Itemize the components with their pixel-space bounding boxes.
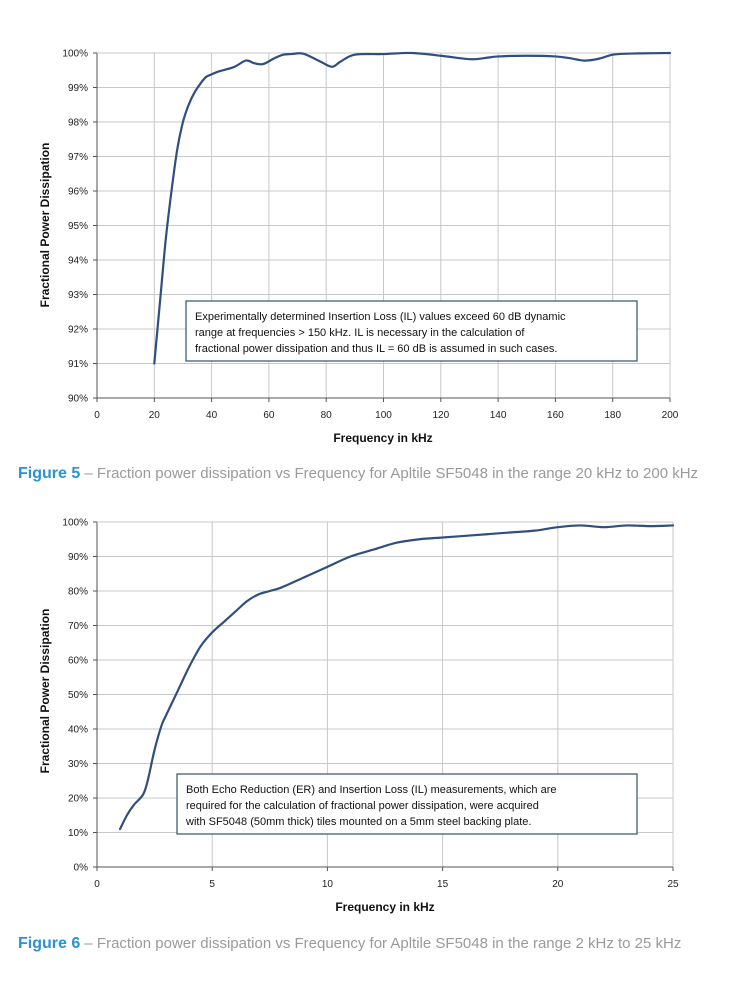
chart-figure-6 xyxy=(0,508,747,928)
x-tick-label: 5 xyxy=(209,879,215,890)
annotation-line-2: required for the calculation of fractional power dissipation, were acquired xyxy=(186,800,539,812)
y-tick-label: 50% xyxy=(67,690,88,701)
x-tick-label: 0 xyxy=(94,410,100,421)
y-tick-label: 93% xyxy=(67,290,88,301)
y-tick-label: 20% xyxy=(67,793,88,805)
y-tick-label: 30% xyxy=(67,759,88,770)
y-axis-label: Fractional Power Dissipation xyxy=(38,608,52,774)
y-tick-label: 10% xyxy=(67,828,88,839)
y-tick-label: 98% xyxy=(67,117,88,129)
x-tick-label: 60 xyxy=(263,410,275,421)
figure-6-text: – Fraction power dissipation vs Frequency for Apltile SF5048 in the range 2 kHz to 25 kHz xyxy=(80,935,682,952)
x-tick-label: 10 xyxy=(321,879,333,890)
y-tick-label: 92% xyxy=(67,324,88,336)
y-tick-label: 80% xyxy=(67,586,88,598)
y-tick-label: 94% xyxy=(67,255,88,267)
x-tick-label: 15 xyxy=(437,879,449,890)
figure-6-caption xyxy=(18,933,718,955)
x-tick-label: 80 xyxy=(320,410,332,421)
y-tick-label: 96% xyxy=(67,186,88,198)
y-tick-label: 90% xyxy=(67,393,88,405)
y-tick-label: 60% xyxy=(67,655,88,667)
y-tick-label: 0% xyxy=(73,862,88,874)
annotation-box xyxy=(177,774,637,834)
x-tick-label: 40 xyxy=(206,410,218,421)
x-tick-label: 25 xyxy=(667,879,679,890)
figure-5-text: – Fraction power dissipation vs Frequency for Apltile SF5048 in the range 20 kHz to 200 kHz xyxy=(80,465,699,482)
annotation-line-3: with SF5048 (50mm thick) tiles mounted on a 5mm steel backing plate. xyxy=(186,816,532,828)
figure-5-caption xyxy=(18,463,718,485)
annotation-line-1: Both Echo Reduction (ER) and Insertion Loss (IL) measurements, which are xyxy=(186,784,557,796)
x-axis-label: Frequency in kHz xyxy=(335,900,435,914)
x-tick-label: 180 xyxy=(604,410,622,421)
annotation-line-3: fractional power dissipation and thus IL = 60 dB is assumed in such cases. xyxy=(195,343,558,355)
x-tick-label: 140 xyxy=(489,410,507,421)
x-tick-label: 160 xyxy=(547,410,564,421)
y-tick-label: 99% xyxy=(67,83,88,94)
annotation-box xyxy=(186,301,637,361)
y-tick-label: 100% xyxy=(62,48,88,60)
y-tick-label: 95% xyxy=(67,221,88,232)
x-tick-label: 200 xyxy=(661,410,679,421)
figure-5-label: Figure 5 xyxy=(18,465,81,482)
annotation-line-2: range at frequencies > 150 kHz. IL is necessary in the calculation of xyxy=(195,327,525,339)
x-tick-label: 100 xyxy=(375,410,392,421)
annotation-line-1: Experimentally determined Insertion Loss (IL) values exceed 60 dB dynamic xyxy=(195,311,566,323)
y-tick-label: 90% xyxy=(67,552,88,563)
x-tick-label: 20 xyxy=(148,410,160,421)
y-tick-label: 100% xyxy=(62,517,88,529)
y-tick-label: 70% xyxy=(67,621,88,632)
x-tick-label: 120 xyxy=(432,410,450,421)
y-axis-label: Fractional Power Dissipation xyxy=(38,142,52,308)
y-tick-label: 97% xyxy=(67,152,88,163)
chart-figure-5 xyxy=(0,0,747,460)
x-tick-label: 0 xyxy=(94,879,100,890)
figure-6-label: Figure 6 xyxy=(18,935,81,952)
x-axis-label: Frequency in kHz xyxy=(333,431,433,445)
y-tick-label: 91% xyxy=(67,359,88,370)
y-tick-label: 40% xyxy=(67,724,88,736)
x-tick-label: 20 xyxy=(552,879,564,890)
